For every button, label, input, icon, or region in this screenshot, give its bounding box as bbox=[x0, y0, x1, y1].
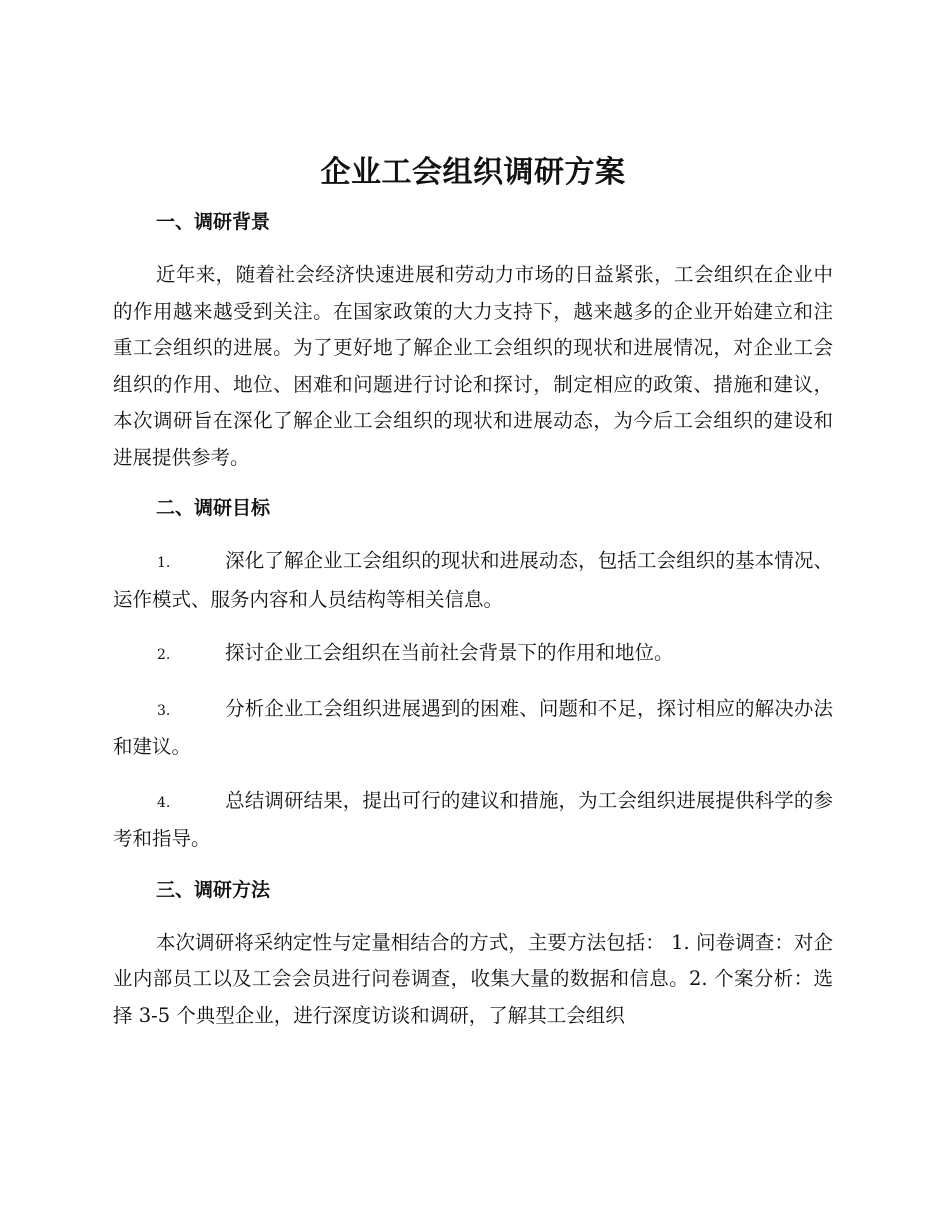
methods-paragraph: 本次调研将采纳定性与定量相结合的方式，主要方法包括： 1. 问卷调查：对企业内部员工以及工会会员进行问卷调查，收集大量的数据和信息。2. 个案分析：选择 3-5 个典型企业，进行深度访谈和调研，了解其工会组织 bbox=[113, 930, 833, 1027]
list-item-text: 探讨企业工会组织在当前社会背景下的作用和地位。 bbox=[225, 641, 674, 664]
list-item-text: 分析企业工会组织进展遇到的困难、问题和不足，探讨相应的解决办法和建议。 bbox=[113, 696, 833, 758]
list-item bbox=[113, 635, 833, 674]
section-heading-goals: 二、调研目标 bbox=[156, 497, 271, 519]
list-item-text: 深化了解企业工会组织的现状和进展动态，包括工会组织的基本情况、运作模式、服务内容和人员结构等相关信息。 bbox=[113, 549, 833, 611]
section-heading-methods: 三、调研方法 bbox=[156, 878, 271, 901]
background-paragraph: 近年来，随着社会经济快速进展和劳动力市场的日益紧张，工会组织在企业中的作用越来越受到关注。在国家政策的大力支持下，越来越多的企业开始建立和注重工会组织的进展。为了更好地了解企业工会组织的现状和进展情况，对企业工会组织的作用、地位、困难和问题进行讨论和探讨，制定相应的政策、措施和建议，本次调研旨在深化了解企业工会组织的现状和进展动态，为今后工会组织的建设和进展提供参考。 bbox=[113, 263, 833, 469]
list-item bbox=[113, 543, 833, 618]
section-heading-background: 一、调研背景 bbox=[156, 211, 271, 233]
list-item-number: 2. bbox=[157, 647, 171, 663]
document-title: 企业工会组织调研方案 bbox=[320, 155, 626, 190]
list-item-number: 4. bbox=[157, 794, 171, 811]
list-item-number: 1. bbox=[157, 555, 171, 571]
list-item-text: 总结调研结果，提出可行的建议和措施，为工会组织进展提供科学的参考和指导。 bbox=[113, 788, 833, 850]
document-body bbox=[113, 150, 833, 1034]
list-item bbox=[113, 783, 833, 858]
list-item bbox=[113, 691, 833, 766]
list-item-number: 3. bbox=[157, 702, 171, 719]
